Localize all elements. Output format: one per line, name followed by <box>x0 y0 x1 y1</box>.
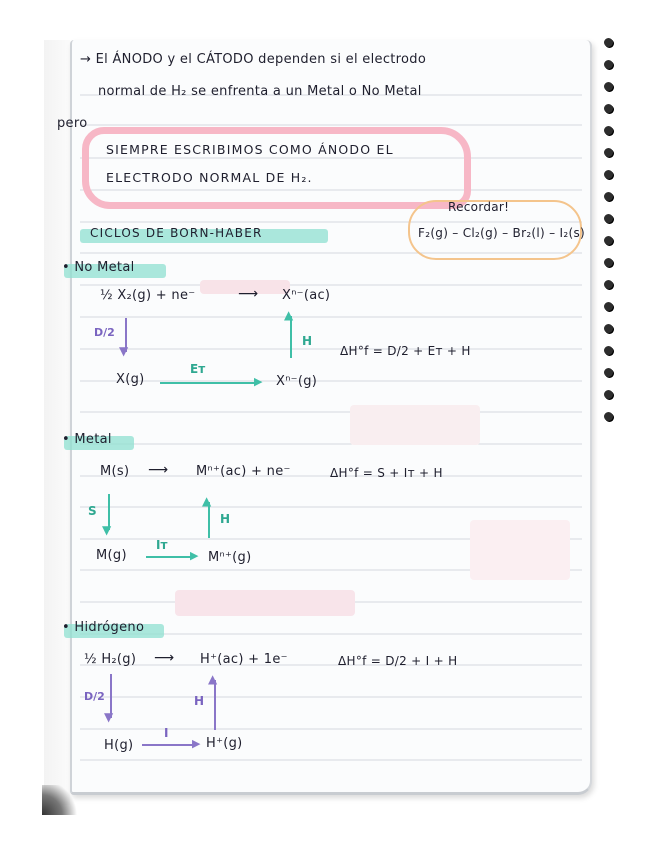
recordar-formula: F₂(g) – Cl₂(g) – Br₂(l) – I₂(s) <box>418 226 586 240</box>
hidrogeno-heading: • Hidrógeno <box>62 620 145 635</box>
metal-reaction-right: Mⁿ⁺(ac) + ne⁻ <box>196 464 291 479</box>
no-metal-right-arrow <box>160 382 256 384</box>
hidrogeno-reaction-right: H⁺(ac) + 1e⁻ <box>200 652 288 667</box>
bleed-through-mark <box>470 520 570 580</box>
hidrogeno-step-d: D/2 <box>84 690 105 703</box>
highlight-line-2: ELECTRODO NORMAL DE H₂. <box>106 170 313 185</box>
section-title: CICLOS DE BORN-HABER <box>90 226 263 240</box>
no-metal-down-arrow-head: ▼ <box>119 344 129 358</box>
no-metal-reaction-arrow: ⟶ <box>238 286 259 302</box>
metal-bottom-right: Mⁿ⁺(g) <box>208 550 252 565</box>
no-metal-heading: • No Metal <box>62 260 135 275</box>
metal-down-arrow-head: ▼ <box>102 523 112 537</box>
no-metal-bottom-left: X(g) <box>116 372 145 387</box>
intro-line-1: → El ÁNODO y el CÁTODO dependen si el electrodo <box>80 52 427 67</box>
no-metal-up-arrow <box>290 316 292 358</box>
hidrogeno-equation: ΔH°f = D/2 + I + H <box>338 654 458 668</box>
hidrogeno-reaction-left: ½ H₂(g) <box>84 652 137 667</box>
no-metal-reaction-right: Xⁿ⁻(ac) <box>282 288 331 303</box>
spiral-binding <box>600 30 620 430</box>
no-metal-step-h: H <box>302 334 313 348</box>
metal-step-s: S <box>88 504 97 518</box>
metal-up-arrow-head: ▲ <box>202 494 212 508</box>
metal-step-it: Iᴛ <box>156 538 168 552</box>
metal-bottom-left: M(g) <box>96 548 127 563</box>
pink-highlight-frame <box>82 127 471 209</box>
hidrogeno-step-h: H <box>194 694 205 708</box>
no-metal-step-d: D/2 <box>94 326 115 339</box>
hidrogeno-bottom-left: H(g) <box>104 738 134 753</box>
bleed-through-mark <box>350 405 480 445</box>
no-metal-equation: ΔH°f = D/2 + Eᴛ + H <box>340 344 471 358</box>
metal-equation: ΔH°f = S + Iᴛ + H <box>330 466 443 480</box>
hidrogeno-bottom-right: H⁺(g) <box>206 736 243 751</box>
hidrogeno-right-arrow <box>142 744 194 746</box>
page-edge <box>44 40 70 805</box>
hidrogeno-reaction-arrow: ⟶ <box>154 650 175 666</box>
pero-word: pero <box>57 116 88 131</box>
metal-reaction-arrow: ⟶ <box>148 462 169 478</box>
page-corner-shadow <box>42 785 82 815</box>
intro-line-2: normal de H₂ se enfrenta a un Metal o No Metal <box>98 84 422 99</box>
metal-reaction-left: M(s) <box>100 464 130 479</box>
hidrogeno-up-arrow-head: ▲ <box>208 672 218 686</box>
metal-step-h: H <box>220 512 231 526</box>
hidrogeno-right-arrow-head: ▶ <box>192 737 201 750</box>
recordar-title: Recordar! <box>448 200 510 214</box>
no-metal-right-arrow-head: ▶ <box>254 375 263 388</box>
hidrogeno-step-i: I <box>164 726 169 740</box>
no-metal-reaction-left: ½ X₂(g) + ne⁻ <box>100 288 196 303</box>
metal-heading: • Metal <box>62 432 112 447</box>
no-metal-up-arrow-head: ▲ <box>284 308 294 322</box>
metal-right-arrow <box>146 556 192 558</box>
hidrogeno-up-arrow <box>214 680 216 730</box>
hidrogeno-down-arrow-head: ▼ <box>104 710 114 724</box>
bleed-through-mark <box>175 590 355 616</box>
highlight-line-1: SIEMPRE ESCRIBIMOS COMO ÁNODO EL <box>106 142 394 157</box>
metal-right-arrow-head: ▶ <box>190 549 199 562</box>
no-metal-bottom-right: Xⁿ⁻(g) <box>276 374 318 389</box>
no-metal-step-et: Eᴛ <box>190 362 206 376</box>
